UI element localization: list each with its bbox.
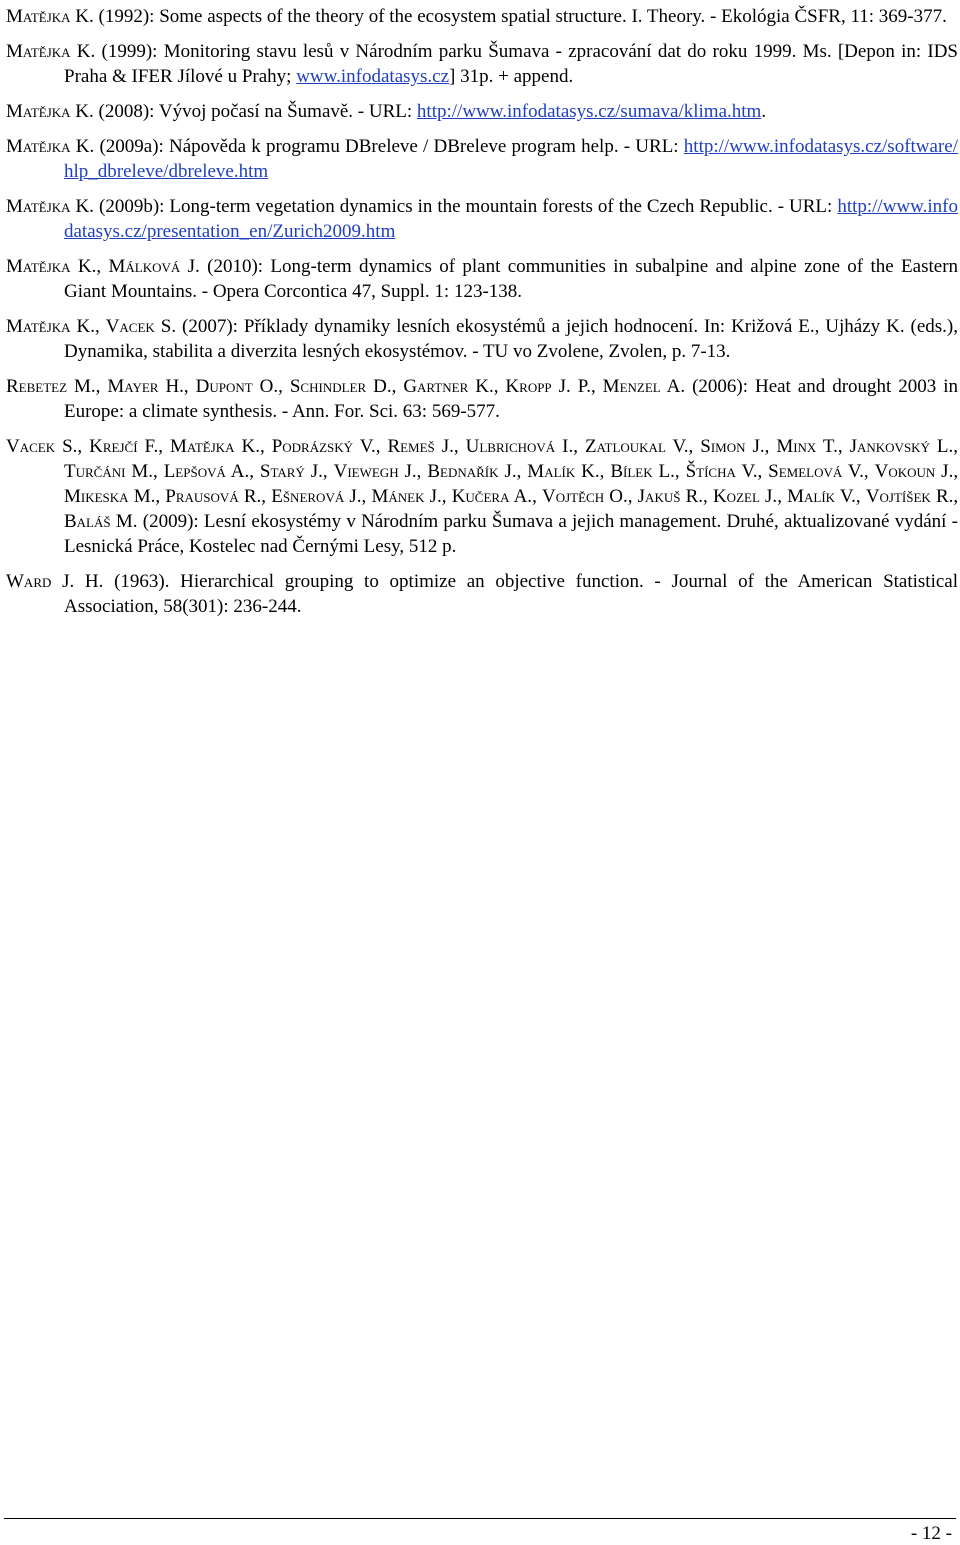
reference-text: , — [96, 256, 109, 277]
author-name: Semelová V. — [768, 461, 864, 482]
author-name: Dupont O. — [195, 376, 279, 397]
reference-entry — [6, 39, 958, 89]
reference-list — [6, 4, 958, 629]
reference-text: , — [953, 436, 959, 457]
footer-rule — [4, 1518, 956, 1519]
reference-entry — [6, 569, 958, 619]
author-name: Simon J. — [700, 436, 765, 457]
author-name: Matějka K. — [6, 196, 95, 217]
author-name: Málková J. — [108, 256, 200, 277]
reference-text: (1963). Hierarchical grouping to optimize an objective function. - Journal of the American Statistical Association, 58(301): 236-244. — [64, 571, 958, 617]
reference-text: (2010): Long-term dynamics of plant communities in subalpine and alpine zone of the Eastern Giant Mountains. - Opera Corcontica 47, Suppl. 1: 123-138. — [64, 256, 959, 302]
reference-text: , — [516, 461, 528, 482]
reference-text: , — [777, 486, 788, 507]
author-name: Lepšová A. — [163, 461, 250, 482]
reference-text: , — [322, 461, 334, 482]
reference-link[interactable]: http://www.infodatasys.cz/presentation_en/Zurich2009.htm — [64, 196, 958, 242]
author-name: Matějka K. — [170, 436, 260, 457]
reference-text: , — [590, 376, 603, 397]
author-name: Vacek S. — [105, 316, 177, 337]
author-name: Vokoun J. — [874, 461, 954, 482]
author-name: Turčáni M. — [64, 461, 154, 482]
reference-link[interactable]: www.infodatasys.cz — [296, 66, 450, 87]
author-name: Malík V. — [787, 486, 856, 507]
reference-text: , — [863, 461, 875, 482]
reference-text: , — [249, 461, 260, 482]
author-name: Mayer H. — [107, 376, 184, 397]
author-name: Remeš J. — [387, 436, 454, 457]
reference-text: (1992): Some aspects of the theory of the ecosystem spatial structure. I. Theory. - Ekológia ČSFR, 11: 369-377. — [93, 6, 947, 27]
author-name: Vacek S. — [6, 436, 78, 457]
author-name: Kozel J. — [712, 486, 778, 507]
reference-text: , — [453, 436, 466, 457]
reference-text: , — [158, 436, 170, 457]
reference-text: (1999): Monitoring stavu lesů v Národním parku Šumava - zpracování dat do roku 1999. Ms. [Depon in: IDS Praha & IFER Jílové u Prahy; — [64, 41, 958, 87]
author-name: Vojtíšek R. — [865, 486, 954, 507]
reference-text: , — [391, 376, 404, 397]
reference-entry — [6, 314, 958, 364]
reference-text: (2008): Vývoj počasí na Šumavě. - URL: — [93, 101, 417, 122]
reference-entry — [6, 194, 958, 244]
reference-text: , — [688, 436, 701, 457]
reference-text: , — [155, 486, 166, 507]
author-name: Jakuš R. — [637, 486, 704, 507]
reference-text: , — [416, 461, 428, 482]
reference-text: , — [674, 461, 686, 482]
author-name: Matějka K. — [6, 101, 94, 122]
author-name: Ulbrichová I. — [465, 436, 574, 457]
reference-text: . — [761, 101, 767, 122]
author-name: Schindler D. — [289, 376, 392, 397]
author-name: Minx T. — [776, 436, 838, 457]
author-name: Mikeska M. — [64, 486, 156, 507]
reference-text: , — [953, 461, 959, 482]
author-name: Štícha V. — [685, 461, 758, 482]
author-name: Gartner K. — [403, 376, 494, 397]
reference-entry — [6, 99, 958, 124]
reference-text: , — [599, 461, 611, 482]
reference-entry — [6, 254, 958, 304]
author-name: Mánek J. — [371, 486, 442, 507]
reference-text: , — [837, 436, 850, 457]
reference-text: (2009): Lesní ekosystémy v Národním parku Šumava a jejich management. Druhé, aktualizované vydání - Lesnická Práce, Kostelec nad Černými Lesy, 512 p. — [64, 511, 958, 557]
reference-text: , — [361, 486, 372, 507]
reference-text: , — [441, 486, 452, 507]
author-name: Vojtěch O. — [541, 486, 628, 507]
author-name: Starý J. — [259, 461, 323, 482]
page-number: - 12 - — [910, 1523, 952, 1544]
reference-text: ] 31p. + append. — [449, 66, 574, 87]
reference-text: (2006): Heat and drought 2003 in Europe: a climate synthesis. - Ann. For. Sci. 63: 569-577. — [64, 376, 959, 422]
reference-entry — [6, 434, 958, 559]
author-name: Krejčí F. — [89, 436, 159, 457]
reference-text: , — [153, 461, 164, 482]
reference-text: , — [493, 376, 506, 397]
author-name: Kučera A. — [451, 486, 533, 507]
reference-text: (2009b): Long-term vegetation dynamics in the mountain forests of the Czech Republic. - URL: — [94, 196, 838, 217]
reference-text: , — [375, 436, 388, 457]
reference-text: , — [757, 461, 769, 482]
reference-text: , — [627, 486, 638, 507]
author-name: Viewegh J. — [333, 461, 417, 482]
author-name: Matějka K. — [6, 256, 97, 277]
author-name: Bednařík J. — [427, 461, 517, 482]
author-name: Bílek L. — [610, 461, 675, 482]
author-name: Rebetez M. — [6, 376, 96, 397]
author-name: Baláš M. — [64, 511, 138, 532]
reference-entry — [6, 4, 958, 29]
author-name: Matějka K. — [6, 316, 95, 337]
reference-link[interactable]: http://www.infodatasys.cz/software/hlp_dbreleve/dbreleve.htm — [64, 136, 958, 182]
author-name: Matějka K. — [6, 6, 94, 27]
reference-text: , — [703, 486, 713, 507]
reference-text: , — [953, 486, 959, 507]
reference-text: , — [95, 376, 108, 397]
author-name: Podrázský V. — [271, 436, 376, 457]
author-name: Ward J. H. — [6, 571, 104, 592]
reference-text: , — [261, 486, 272, 507]
reference-link[interactable]: http://www.infodatasys.cz/sumava/klima.htm — [416, 101, 762, 122]
reference-text: , — [855, 486, 866, 507]
reference-text: , — [532, 486, 542, 507]
reference-text: , — [77, 436, 90, 457]
author-name: Kropp J. P. — [505, 376, 591, 397]
reference-text: (2009a): Nápověda k programu DBreleve / DBreleve program help. - URL: — [94, 136, 684, 157]
author-name: Matějka K. — [6, 136, 95, 157]
reference-text: , — [260, 436, 272, 457]
author-name: Zatloukal V. — [584, 436, 689, 457]
author-name: Matějka K. — [6, 41, 96, 62]
reference-text: , — [764, 436, 777, 457]
reference-entry — [6, 134, 958, 184]
author-name: Jankovský L. — [849, 436, 954, 457]
author-name: Malík K. — [527, 461, 600, 482]
reference-text: , — [573, 436, 585, 457]
author-name: Menzel A. — [602, 376, 686, 397]
reference-text: , — [183, 376, 196, 397]
author-name: Prausová R. — [165, 486, 262, 507]
reference-text: , — [94, 316, 106, 337]
reference-text: (2007): Příklady dynamiky lesních ekosystémů a jejich hodnocení. In: Križová E., Ujházy K. (eds.), Dynamika, stabilita a diverzita lesných ekosystémov. - TU vo Zvolene, Zvolen, p. 7-13. — [64, 316, 959, 362]
reference-entry — [6, 374, 958, 424]
reference-text: , — [278, 376, 290, 397]
author-name: Ešnerová J. — [271, 486, 362, 507]
